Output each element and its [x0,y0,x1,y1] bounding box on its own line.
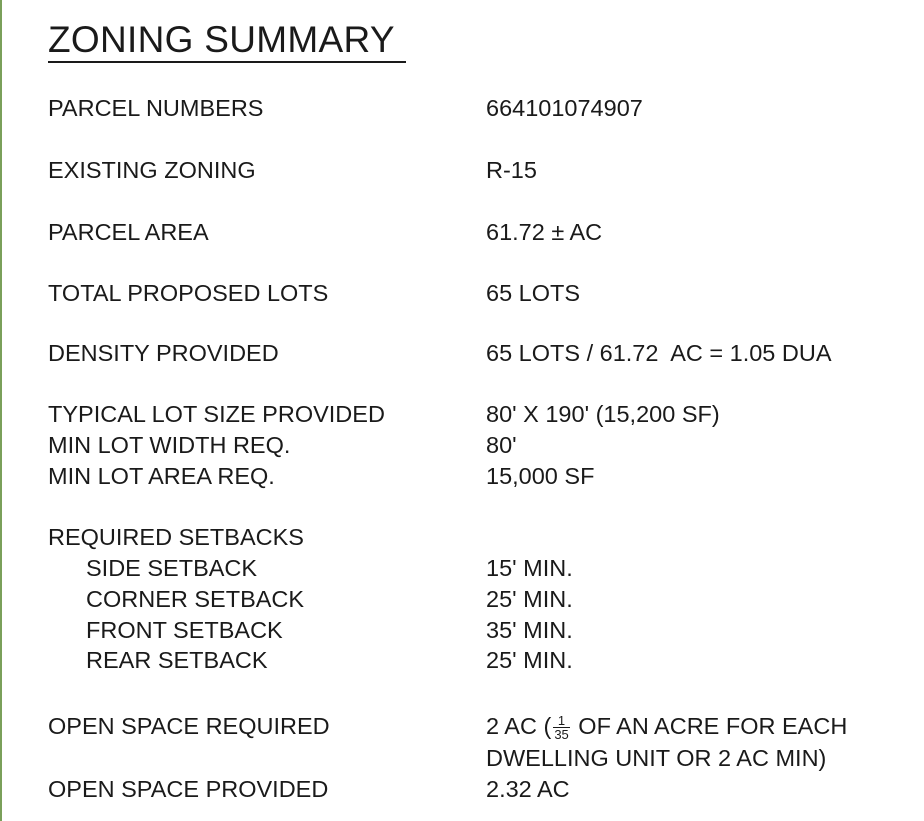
row-density-provided [0,338,924,369]
row-min-lot-area [0,461,924,492]
row-total-proposed-lots [0,278,924,309]
row-open-space-required-cont [0,743,924,774]
open-space-required-prefix: 2 AC ( [486,713,552,739]
title-underline [48,61,406,63]
typical-lot-value: 80' X 190' (15,200 SF) [486,401,720,427]
typical-lot-label: TYPICAL LOT SIZE PROVIDED [48,401,385,427]
row-open-space-required [0,711,924,742]
page-title: ZONING SUMMARY [48,19,395,60]
total-lots-value: 65 LOTS [486,280,581,306]
parcel-area-label: PARCEL AREA [48,219,209,245]
open-space-required-label: OPEN SPACE REQUIRED [48,713,330,739]
row-min-lot-width [0,430,924,461]
corner-setback-label: CORNER SETBACK [86,586,305,612]
row-required-setbacks [0,522,924,553]
min-area-label: MIN LOT AREA REQ. [48,463,275,489]
total-lots-label: TOTAL PROPOSED LOTS [48,280,329,306]
required-setbacks-heading: REQUIRED SETBACKS [48,524,304,550]
row-open-space-provided [0,774,924,805]
fraction [553,714,569,741]
fraction-numerator: 1 [553,714,569,728]
open-space-provided-value: 2.32 AC [486,776,570,802]
existing-zoning-value: R-15 [486,157,537,183]
front-setback-label: FRONT SETBACK [86,617,283,643]
open-space-required-suffix: OF AN ACRE FOR EACH [571,713,848,739]
rear-setback-label: REAR SETBACK [86,647,268,673]
parcel-numbers-value: 664101074907 [486,95,643,121]
row-parcel-numbers [0,93,924,124]
row-corner-setback [0,584,924,615]
existing-zoning-label: EXISTING ZONING [48,157,256,183]
open-space-required-value [486,711,847,742]
row-side-setback [0,553,924,584]
min-width-label: MIN LOT WIDTH REQ. [48,432,291,458]
rear-setback-value: 25' MIN. [486,647,573,673]
row-parcel-area [0,217,924,248]
parcel-numbers-label: PARCEL NUMBERS [48,95,264,121]
min-area-value: 15,000 SF [486,463,595,489]
open-space-required-line2: DWELLING UNIT OR 2 AC MIN) [486,745,827,771]
row-typical-lot-size [0,399,924,430]
row-front-setback [0,615,924,646]
row-rear-setback [0,645,924,676]
density-label: DENSITY PROVIDED [48,340,279,366]
corner-setback-value: 25' MIN. [486,586,573,612]
side-setback-label: SIDE SETBACK [86,555,258,581]
front-setback-value: 35' MIN. [486,617,573,643]
row-existing-zoning [0,155,924,186]
density-value: 65 LOTS / 61.72 AC = 1.05 DUA [486,340,832,366]
side-setback-value: 15' MIN. [486,555,573,581]
min-width-value: 80' [486,432,517,458]
open-space-provided-label: OPEN SPACE PROVIDED [48,776,329,802]
fraction-denominator: 35 [554,726,569,742]
parcel-area-value: 61.72 ± AC [486,219,603,245]
